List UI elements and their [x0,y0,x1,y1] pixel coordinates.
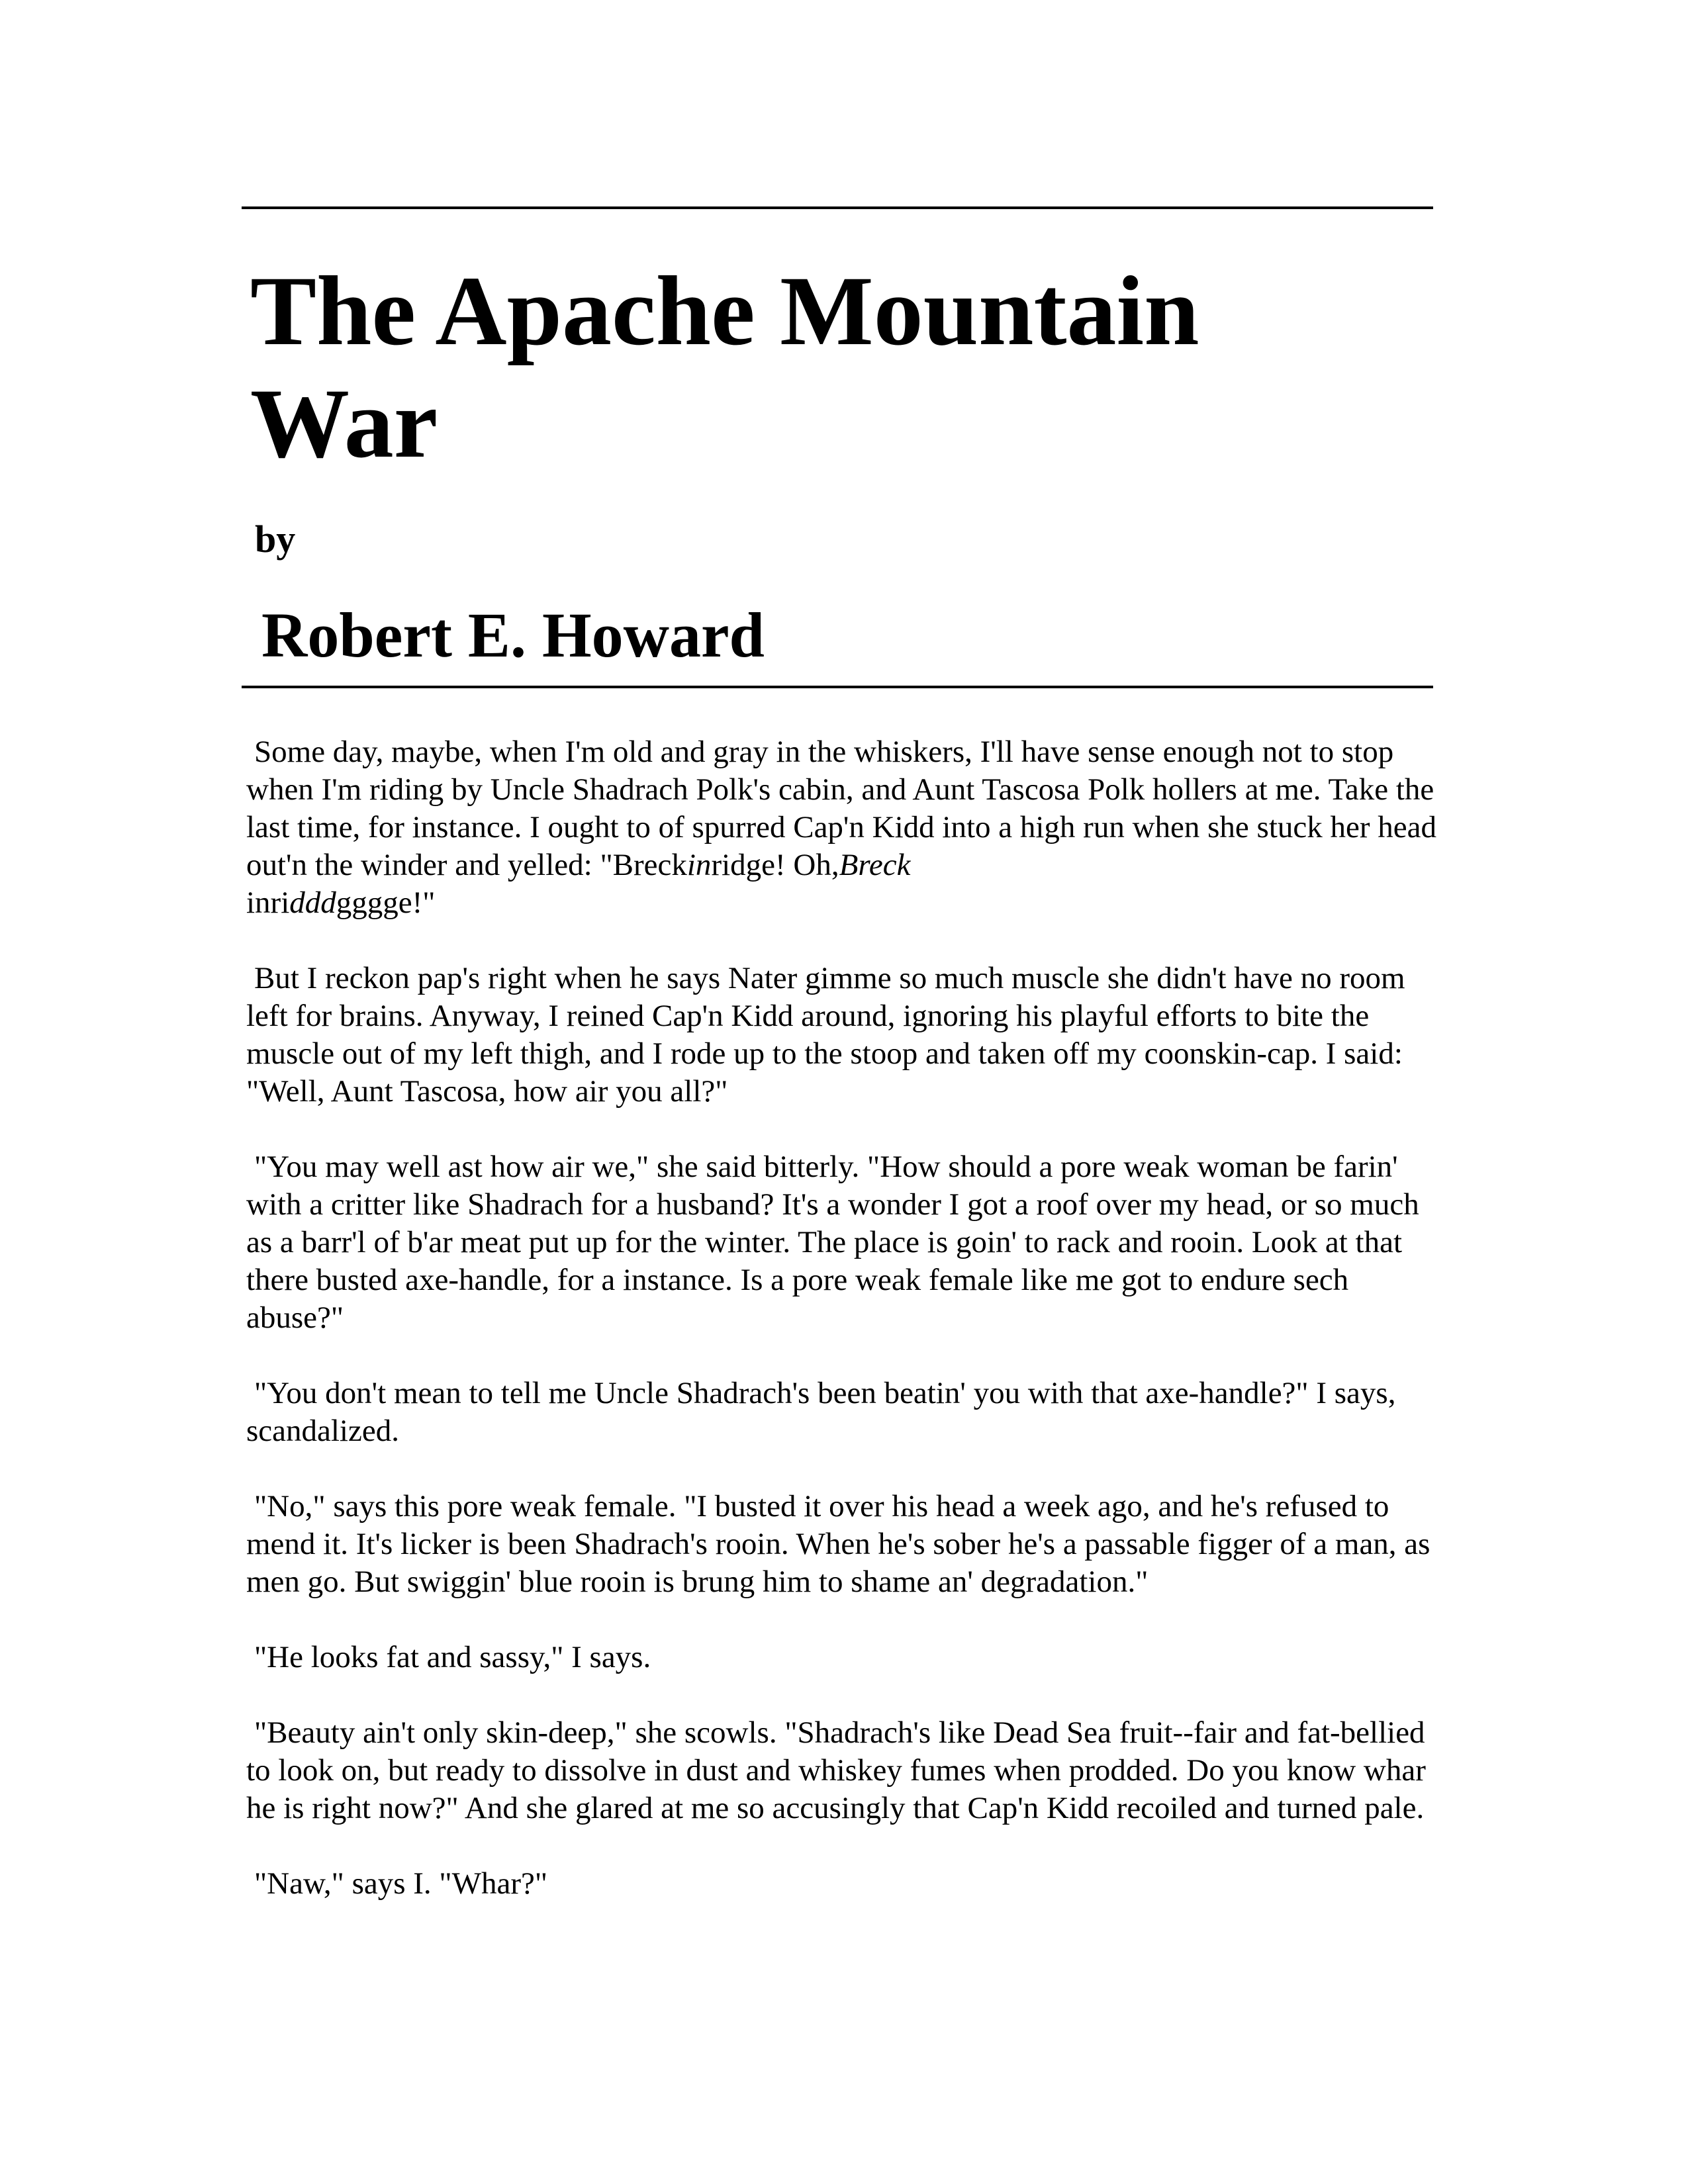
byline: by [255,518,296,561]
paragraph-6: "He looks fat and sassy," I says. [254,1640,651,1674]
story-body [246,733,1438,1940]
paragraph-1: Some day, maybe, when I'm old and gray in the whiskers, I'll have sense enough not to stop when I'm riding by Uncle Shadrach Polk's cabin, and Aunt Tascosa Polk hollers at me. Take the last time, for instance. I ought to of spurred Cap'n Kidd into a high run when she stuck her head out'n the winder and yelled: "Breckinridge! Oh,Breck inridddgggge!" [246,735,1436,920]
story-title: The Apache Mountain War [250,256,1199,478]
paragraph-7: "Beauty ain't only skin-deep," she scowls. "Shadrach's like Dead Sea fruit--fair and fat-bellied to look on, but ready to dissolve in dust and whiskey fumes when prodded. Do you know whar he is right now?" And she glared at me so accusingly that Cap'n Kidd recoiled and turned pale. [246,1715,1426,1825]
bottom-horizontal-rule [242,686,1433,688]
author-name: Robert E. Howard [261,600,765,670]
paragraph-2: But I reckon pap's right when he says Nater gimme so much muscle she didn't have no room left for brains. Anyway, I reined Cap'n Kidd around, ignoring his playful efforts to bite the muscle out of my left thigh, and I rode up to the stoop and taken off my coonskin-cap. I said: "Well, Aunt Tascosa, how air you all?" [246,961,1405,1109]
paragraph-8: "Naw," says I. "Whar?" [254,1866,548,1901]
paragraph-4: "You don't mean to tell me Uncle Shadrach's been beatin' you with that axe-handle?" I says, scandalized. [246,1376,1396,1448]
top-horizontal-rule [242,206,1433,209]
paragraph-5: "No," says this pore weak female. "I busted it over his head a week ago, and he's refused to mend it. It's licker is been Shadrach's rooin. When he's sober he's a passable figger of a man, as men go. But swiggin' blue rooin is brung him to shame an' degradation." [246,1489,1430,1599]
paragraph-3: "You may well ast how air we," she said bitterly. "How should a pore weak woman be farin' with a critter like Shadrach for a husband? It's a wonder I got a roof over my head, or so much as a barr'l of b'ar meat put up for the winter. The place is goin' to rack and rooin. Look at that there busted axe-handle, for a instance. Is a pore weak female like me got to endure sech abuse?" [246,1150,1419,1335]
